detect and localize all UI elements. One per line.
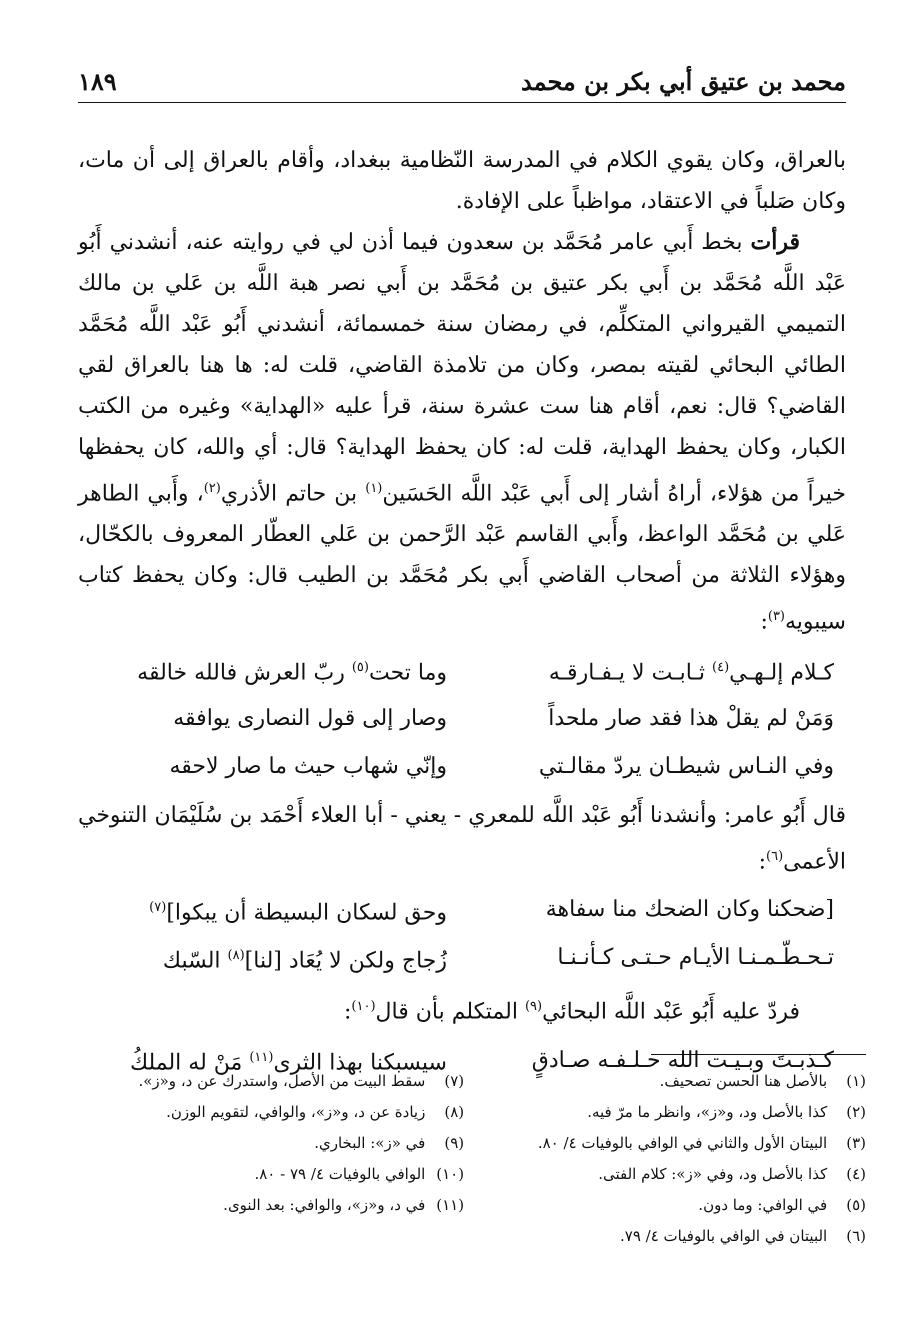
main-text [78,140,846,1088]
footnote-separator [651,1054,866,1055]
footnote-ref: (١) [365,481,383,496]
footnotes-right-column [480,1066,866,1252]
verse-line [78,886,846,934]
paragraph: فردّ عليه أَبُو عَبْد اللَّه البحائي$^{(٩)}$ المتكلم بأن قال$^{(١٠)}$: [344,998,800,1025]
paragraph-lead-word: قرأت [750,229,800,255]
footnote-ref: (٩) [524,998,543,1014]
footnote: (٤) كذا بالأصل ود، وفي «ز»: كلام الفتى. [598,1165,866,1183]
verse-line [78,743,846,791]
poem [78,886,846,982]
footnote: (٧) سقط البيت من الأصل، واستدرك عن د، و«ز». [138,1072,465,1090]
footnote: (٩) في «ز»: البخاري. [314,1134,465,1152]
hemistich-first: [ضحكنا وكان الضحك منا سفاهة [545,897,834,923]
hemistich-second: وحق لسكان البسيطة أن يبكوا]$^{(٧)}$ [149,899,447,926]
hemistich-first: تـحـطّـمـنـا الأيـام حـتـى كـأنـنـا [557,945,834,971]
footnotes [78,1066,866,1252]
hemistich-second: زُجاج ولكن لا يُعَاد [لنا]$^{(٨)}$ السّبك [162,947,447,974]
text-run: بن حاتم الأذري [220,481,366,507]
verse-line [78,647,846,695]
verse-line [78,695,846,743]
footnote: (١٠) الوافي بالوفيات ٤/ ٧٩ - ٨٠. [254,1165,465,1183]
hemistich-second: وصار إلى قول النصارى يوافقه [173,706,447,732]
footnote-ref: (٢) [203,481,221,496]
footnote: (٥) في الوافي: وما دون. [698,1196,866,1214]
text-run: ، وأَبي الطاهر عَلي بن مُحَمَّد الواعظ، وأَبي القاسم عَبْد الرَّحمن بن عَلي العطّار المعروف بالكحّال، وهؤلاء الثلاثة من أصحاب القاضي أَبي بكر مُحَمَّد بن الطيب قال: وكان يحفظ كتاب سيبويه [78,481,846,635]
page-number: ١٨٩ [78,66,117,96]
footnote: (٦) البيتان في الوافي بالوفيات ٤/ ٧٩. [619,1227,866,1245]
paragraph: بالعراق، وكان يقوي الكلام في المدرسة النّظامية ببغداد، وأقام بالعراق إلى أن مات، وكان صَلباً في الاعتقاد، مواظباً على الإفادة. [78,148,846,214]
poem [78,647,846,791]
footnote-ref: (١٠) [351,998,376,1014]
hemistich-second: وإنّي شهاب حيث ما صار لاحقه [169,754,447,780]
hemistich-first: كـلام إلـهـي$^{(٤)}$ ثـابـت لا يـفـارقـه [548,660,834,686]
hemistich-first: وَمَنْ لم يقلْ هذا فقد صار ملحداً [548,706,834,732]
page-header [78,60,846,103]
footnote-ref: (٣) [767,609,785,625]
footnote: (٨) زيادة عن د، و«ز»، والوافي، لتقويم الوزن. [166,1103,465,1121]
footnotes-left-column [78,1066,464,1252]
hemistich-first: وفي النـاس شيطـان يردّ مقالـتي [538,754,834,780]
paragraph: قال أَبُو عامر: وأنشدنا أَبُو عَبْد اللَّه للمعري - يعني - أبا العلاء أَحْمَد بن سُلَيْمَان التنوخي الأعمى$^{(٦)}$: [78,802,846,874]
running-head: محمد بن عتيق أبي بكر بن محمد [520,66,846,96]
hemistich-second: سيسبكنا بهذا الثرى$^{(١١)}$ مَنْ له الملكُ [129,1050,447,1076]
footnote: (١) بالأصل هنا الحسن تصحيف. [659,1072,866,1090]
footnote: (٢) كذا بالأصل ود، و«ز»، وانظر ما مرّ فيه. [587,1103,866,1121]
hemistich-first: كـذبـتَ وبـيـت الله حـلـفـه صـادقٍ [531,1047,834,1073]
footnote-ref: (٦) [766,848,784,864]
hemistich-second: وما تحت$^{(٥)}$ ربّ العرش فالله خالقه [137,660,447,686]
footnote: (٣) البيتان الأول والثاني في الوافي بالوفيات ٤/ ٨٠. [537,1134,866,1152]
footnote: (١١) في د، و«ز»، والوافي: بعد النوى. [223,1196,465,1214]
text-run: بخط أَبي عامر مُحَمَّد بن سعدون فيما أذن لي في روايته عنه، أنشدني أَبُو عَبْد اللَّه مُحَمَّد بن أَبي بكر عتيق بن مُحَمَّد بن أَبي نصر هبة اللَّه بن عَلي بن مالك التميمي القيرواني المتكلِّم، في رمضان سنة خمسمائة، أنشدني أَبُو عَبْد اللَّه مُحَمَّد الطائي البحائي لقيته بمصر، وكان من تلامذة القاضي، قلت له: ها هنا بالعراق لقي القاضي؟ قال: نعم، أقام هنا ست عشرة سنة، قرأ عليه «الهداية» وغيره من الكتب الكبار، وكان يحفظ الهداية، قلت له: كان يحفظ الهداية؟ قال: أي والله، كان يحفظها خيراً من هؤلاء، أراهُ أشار إلى أَبي عَبْد اللَّه الحَسَين [78,230,847,507]
verse-line [78,934,846,982]
text-run: : [760,609,768,635]
paragraph [78,222,846,643]
